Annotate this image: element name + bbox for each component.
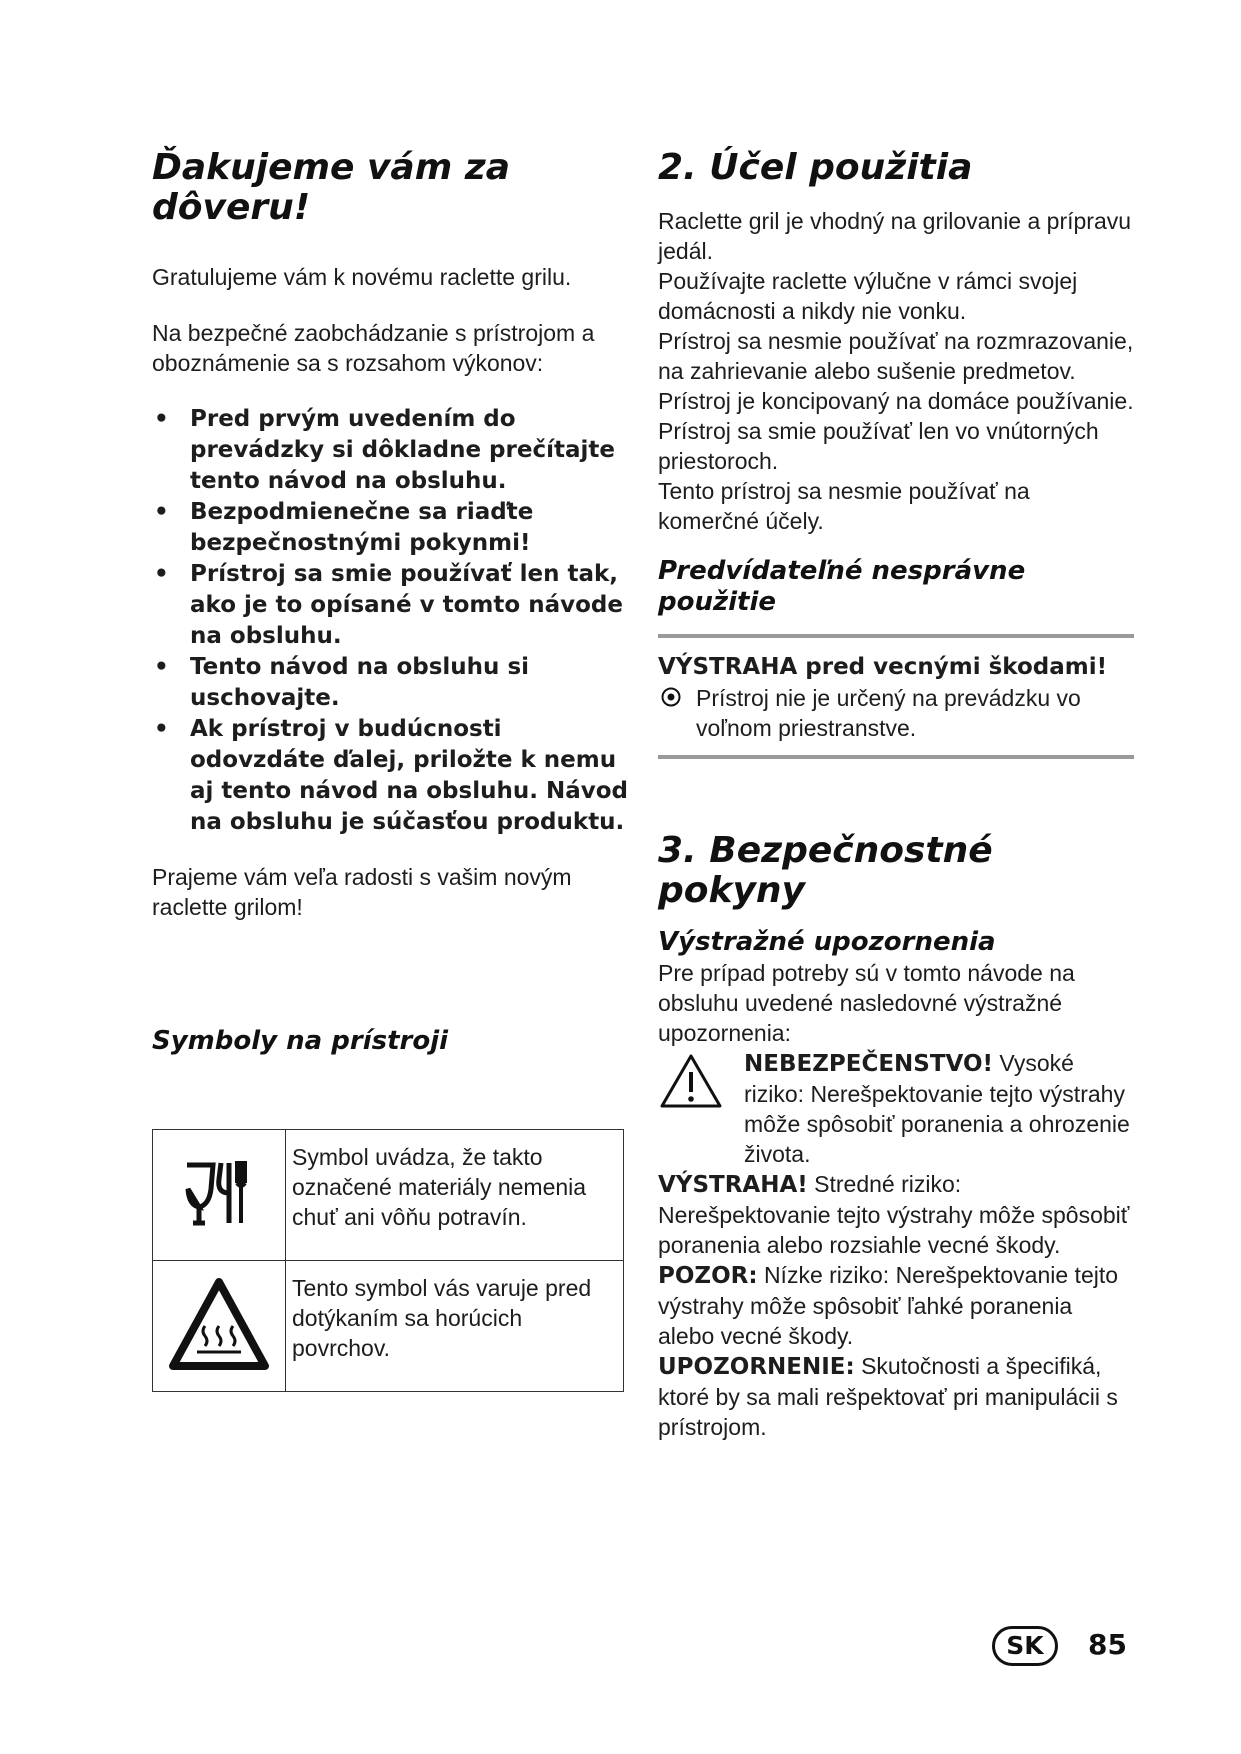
warning-triangle-icon bbox=[658, 1052, 724, 1110]
purpose-paragraph: Prístroj sa nesmie používať na rozmrazovanie, na zahrievanie alebo sušenie predmetov. bbox=[658, 328, 1134, 384]
section-2-title: 2. Účel použitia bbox=[658, 147, 973, 188]
caution-text: Nízke riziko: Nerešpektovanie tejto výstrahy môže spôsobiť ľahké poranenia alebo vecné škody. bbox=[658, 1262, 1119, 1349]
danger-label: NEBEZPEČENSTVO! bbox=[744, 1051, 993, 1077]
page-number: 85 bbox=[1088, 1628, 1127, 1661]
instruction-list bbox=[152, 404, 634, 838]
note-text: Skutočnosti a špecifiká, ktoré by sa mali rešpektovať pri manipulácii s prístrojom. bbox=[658, 1353, 1118, 1440]
symbol-description: Symbol uvádza, že takto označené materiály nemenia chuť ani vôňu potravín. bbox=[286, 1130, 624, 1261]
property-warning-box bbox=[658, 638, 1134, 755]
safety-intro-text: Na bezpečné zaobchádzanie s prístrojom a oboznámenie sa s rozsahom výkonov: bbox=[152, 320, 595, 376]
list-item: • Bezpodmienečne sa riaďte bezpečnostnými pokynmi! bbox=[152, 497, 634, 559]
language-badge: SK bbox=[992, 1626, 1058, 1666]
symbols-heading: Symboly na prístroji bbox=[152, 1026, 449, 1056]
caution-level bbox=[658, 1260, 1134, 1351]
note-label: UPOZORNENIE: bbox=[658, 1354, 855, 1380]
right-column bbox=[658, 148, 1134, 1442]
page-footer bbox=[992, 1622, 1132, 1672]
list-item: • Tento návod na obsluhu si uschovajte. bbox=[152, 652, 634, 714]
table-row bbox=[153, 1130, 624, 1261]
intro-text: Gratulujeme vám k novému raclette grilu. bbox=[152, 264, 572, 290]
property-warning-text: Prístroj nie je určený na prevádzku vo voľnom priestranstve. bbox=[696, 685, 1081, 741]
divider bbox=[658, 755, 1134, 759]
symbols-table bbox=[152, 1129, 624, 1392]
symbol-icon-cell bbox=[153, 1130, 286, 1261]
purpose-paragraph: Raclette gril je vhodný na grilovanie a prípravu jedál. bbox=[658, 208, 1132, 264]
list-item: • Ak prístroj v budúcnosti odovzdáte ďalej, priložte k nemu aj tento návod na obsluhu. Návod na obsluhu je súčasťou produktu. bbox=[152, 714, 634, 838]
caution-label: POZOR: bbox=[658, 1263, 758, 1289]
purpose-paragraph: Používajte raclette výlučne v rámci svojej domácnosti a nikdy nie vonku. bbox=[658, 268, 1078, 324]
left-column bbox=[152, 148, 634, 1057]
property-warning-item bbox=[658, 683, 1134, 743]
purpose-text bbox=[658, 206, 1134, 536]
food-safe-icon bbox=[179, 1153, 259, 1233]
warning-level bbox=[658, 1169, 1134, 1260]
danger-block bbox=[658, 1048, 1134, 1169]
list-item: • Prístroj sa smie používať len tak, ako je to opísané v tomto návode na obsluhu. bbox=[152, 559, 634, 652]
prohibited-icon bbox=[660, 686, 682, 708]
warnings-heading: Výstražné upozornenia bbox=[658, 927, 996, 957]
closing-text: Prajeme vám veľa radosti s vašim novým raclette grilom! bbox=[152, 864, 572, 920]
symbol-description: Tento symbol vás varuje pred dotýkaním sa horúcich povrchov. bbox=[286, 1261, 624, 1392]
misuse-heading: Predvídateľné nesprávne použitie bbox=[658, 556, 1026, 617]
hot-surface-icon bbox=[167, 1276, 271, 1372]
note-level bbox=[658, 1351, 1134, 1442]
section-3-title-text: 3. Bezpečnostné pokyny bbox=[658, 830, 993, 911]
purpose-paragraph: Prístroj je koncipovaný na domáce používanie. Prístroj sa smie používať len vo vnútorných priestoroch. bbox=[658, 388, 1134, 474]
purpose-paragraph: Tento prístroj sa nesmie používať na komerčné účely. bbox=[658, 478, 1030, 534]
danger-text: Vysoké riziko: Nerešpektovanie tejto výstrahy môže spôsobiť poranenia a ohrozenie života. bbox=[744, 1050, 1130, 1167]
symbol-icon-cell bbox=[153, 1261, 286, 1392]
property-warning-title: VÝSTRAHA pred vecnými škodami! bbox=[658, 654, 1108, 680]
section-3-title bbox=[658, 831, 1134, 911]
warning-label: VÝSTRAHA! bbox=[658, 1172, 808, 1198]
thanks-title: Ďakujeme vám za dôveru! bbox=[152, 147, 511, 228]
warning-text: Stredné riziko: Nerešpektovanie tejto výstrahy môže spôsobiť poranenia alebo rozsiahle vecné škody. bbox=[658, 1171, 1130, 1258]
list-item: • Pred prvým uvedením do prevádzky si dôkladne prečítajte tento návod na obsluhu. bbox=[152, 404, 634, 497]
table-row bbox=[153, 1261, 624, 1392]
warnings-intro: Pre prípad potreby sú v tomto návode na obsluhu uvedené nasledovné výstražné upozornenia: bbox=[658, 960, 1075, 1046]
